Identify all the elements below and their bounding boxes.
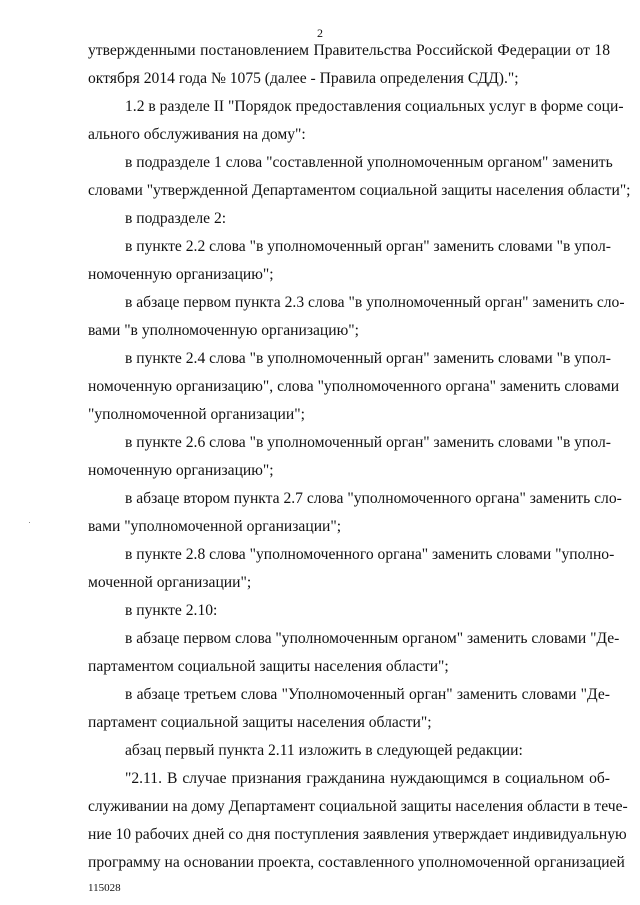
text-line: абзац первый пункта 2.11 изложить в следующей редакции: [125, 742, 523, 759]
page-number: 2 [317, 26, 323, 40]
text-line: ального обслуживания на дому": [88, 126, 306, 143]
text-line: ние 10 рабочих дней со дня поступления заявления утверждает индивидуальную [88, 826, 627, 843]
text-line: номоченную организацию", слова "уполномоченного органа" заменить словами [88, 378, 620, 395]
text-line: октября 2014 года № 1075 (далее - Правила определения СДД)."; [88, 70, 519, 87]
text-line: в подразделе 1 слова "составленной уполномоченным органом" заменить [125, 154, 613, 171]
text-line: программу на основании проекта, составленного уполномоченной организацией [88, 854, 625, 871]
text-line: в пункте 2.6 слова "в уполномоченный орган" заменить словами "в упол- [125, 434, 611, 451]
scan-speck [29, 522, 30, 523]
text-line: в абзаце втором пункта 2.7 слова "уполномоченного органа" заменить сло- [125, 490, 622, 507]
text-line: в пункте 2.4 слова "в уполномоченный орган" заменить словами "в упол- [125, 350, 611, 367]
text-line: партамент социальной защиты населения области"; [88, 714, 432, 731]
text-line: вами "уполномоченной организации"; [88, 518, 342, 535]
text-line: в пункте 2.10: [125, 602, 218, 619]
text-line: в пункте 2.8 слова "уполномоченного органа" заменить словами "уполно- [125, 546, 615, 563]
text-line: в абзаце первом пункта 2.3 слова "в уполномоченный орган" заменить сло- [125, 294, 625, 311]
text-line: "уполномоченной организации"; [88, 406, 305, 423]
text-line: служивании на дому Департамент социальной защиты населения области в тече- [88, 798, 628, 815]
text-line: партаментом социальной защиты населения области"; [88, 658, 449, 675]
text-line: номоченную организацию"; [88, 266, 274, 283]
text-line: в абзаце третьем слова "Уполномоченный орган" заменить словами "Де- [125, 686, 610, 703]
text-line: в абзаце первом слова "уполномоченным органом" заменить словами "Де- [125, 630, 620, 647]
text-line: 1.2 в разделе II "Порядок предоставления социальных услуг в форме соци- [125, 98, 624, 115]
footer-code: 115028 [88, 882, 121, 894]
text-line: моченной организации"; [88, 574, 252, 591]
text-line: словами "утвержденной Департаментом социальной защиты населения области"; [88, 182, 631, 199]
text-line: в пункте 2.2 слова "в уполномоченный орган" заменить словами "в упол- [125, 238, 611, 255]
text-line: номоченную организацию"; [88, 462, 274, 479]
text-line: "2.11. В случае признания гражданина нуждающимся в социальном об- [125, 770, 610, 787]
text-line: утвержденными постановлением Правительства Российской Федерации от 18 [88, 42, 610, 59]
text-line: вами "в уполномоченную организацию"; [88, 322, 359, 339]
text-line: в подразделе 2: [125, 210, 227, 227]
